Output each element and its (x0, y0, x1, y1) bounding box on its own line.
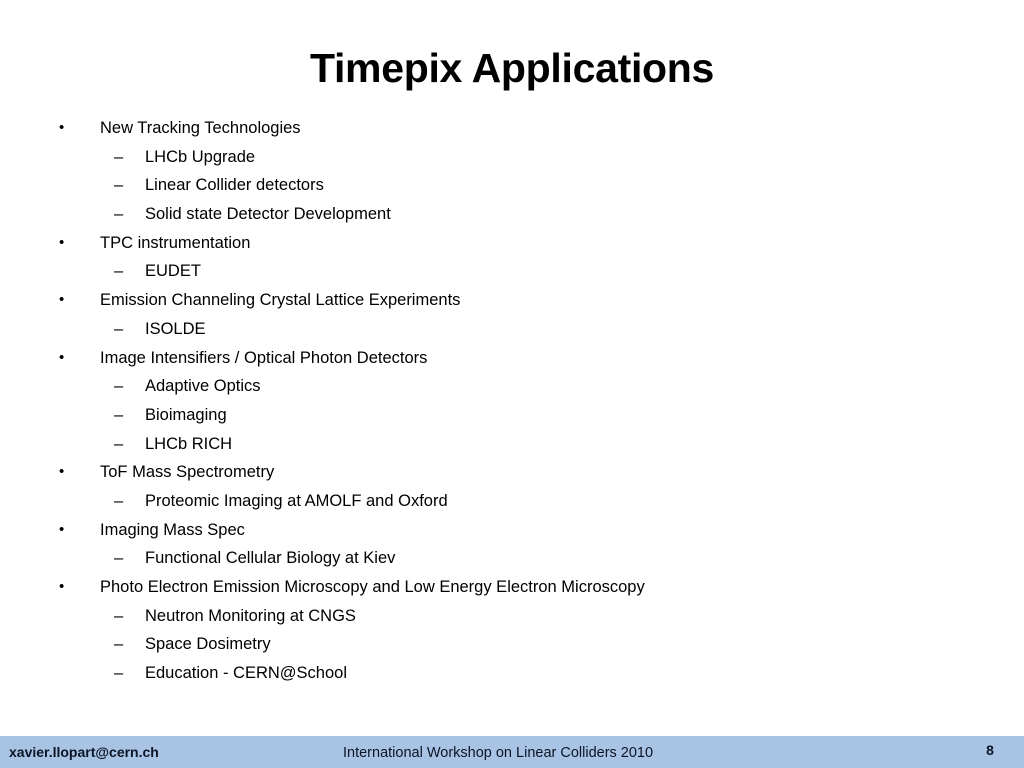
list-item-text: Emission Channeling Crystal Lattice Experiments (100, 291, 461, 310)
list-item (0, 114, 1024, 143)
dash-marker: – (114, 205, 124, 224)
slide-title: Timepix Applications (309, 45, 715, 91)
list-item (0, 200, 1024, 229)
list-item (0, 602, 1024, 631)
bullet-list (0, 114, 1024, 688)
list-item-text: ToF Mass Spectrometry (100, 463, 275, 482)
dash-marker: – (114, 491, 124, 510)
dash-marker: – (114, 176, 124, 195)
list-item (0, 171, 1024, 200)
bullet-marker: • (59, 233, 65, 251)
dash-marker: – (114, 549, 124, 568)
list-item (0, 372, 1024, 401)
dash-marker: – (114, 635, 124, 654)
list-item-text: Imaging Mass Spec (100, 520, 245, 539)
list-item-text: Adaptive Optics (145, 377, 261, 396)
list-item-text: Proteomic Imaging at AMOLF and Oxford (145, 491, 448, 510)
list-item (0, 257, 1024, 286)
list-item (0, 573, 1024, 602)
bullet-marker: • (59, 348, 65, 366)
list-item (0, 544, 1024, 573)
list-item-text: Photo Electron Emission Microscopy and Low Energy Electron Microscopy (100, 578, 645, 596)
list-item-text: Education - CERN@School (145, 664, 348, 683)
bullet-marker: • (59, 520, 65, 538)
dash-marker: – (114, 434, 124, 453)
list-item-text: Image Intensifiers / Optical Photon Detectors (100, 348, 428, 367)
list-item-text: Solid state Detector Development (145, 205, 391, 224)
footer-bar (0, 736, 1024, 768)
dash-marker: – (114, 377, 124, 396)
list-item-text: EUDET (145, 262, 201, 281)
list-item (0, 630, 1024, 659)
list-item-text: ISOLDE (145, 319, 206, 338)
list-item (0, 143, 1024, 172)
footer-event-name: International Workshop on Linear Colliders 2010 (343, 745, 654, 761)
list-item-text: Neutron Monitoring at CNGS (145, 606, 356, 625)
bullet-marker: • (59, 291, 65, 309)
dash-marker: – (114, 606, 124, 625)
list-item (0, 487, 1024, 516)
list-item-text: LHCb RICH (145, 434, 233, 453)
list-item-text: New Tracking Technologies (100, 119, 301, 137)
dash-marker: – (114, 664, 124, 683)
dash-marker: – (114, 147, 124, 166)
list-item (0, 659, 1024, 688)
list-item (0, 458, 1024, 487)
list-item (0, 229, 1024, 258)
list-item (0, 286, 1024, 315)
bullet-marker: • (59, 463, 65, 481)
list-item-text: Functional Cellular Biology at Kiev (145, 549, 396, 568)
list-item-text: LHCb Upgrade (145, 147, 256, 166)
list-item (0, 315, 1024, 344)
list-item (0, 344, 1024, 373)
bullet-marker: • (59, 578, 65, 595)
list-item (0, 516, 1024, 545)
dash-marker: – (114, 262, 124, 281)
slide-page-number: 8 (986, 742, 994, 758)
dash-marker: – (114, 319, 124, 338)
dash-marker: – (114, 405, 124, 424)
list-item-text: Linear Collider detectors (145, 176, 324, 195)
list-item (0, 430, 1024, 459)
bullet-marker: • (59, 119, 65, 136)
list-item-text: Bioimaging (145, 405, 227, 424)
list-item (0, 401, 1024, 430)
list-item-text: Space Dosimetry (145, 635, 271, 654)
list-item-text: TPC instrumentation (100, 233, 251, 252)
footer-author-email: xavier.llopart@cern.ch (9, 744, 159, 760)
